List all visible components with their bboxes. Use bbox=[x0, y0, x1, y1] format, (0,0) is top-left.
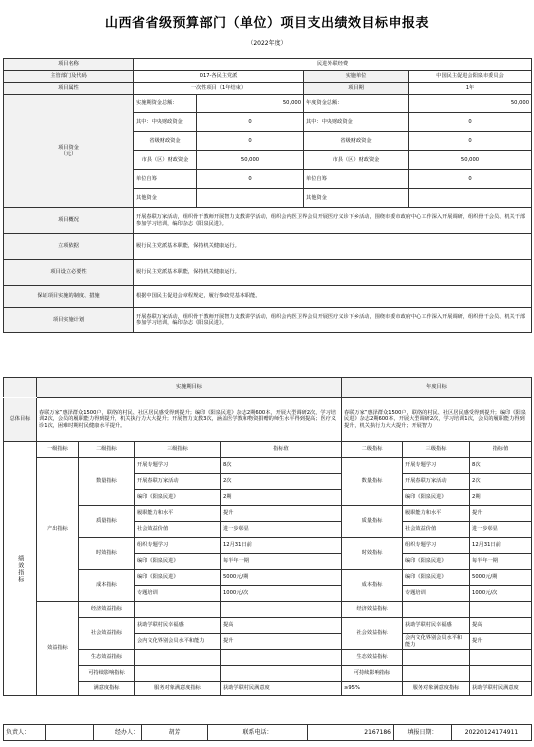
service-item: 获助学联村民满意度 bbox=[221, 682, 342, 696]
qty-indicator-label-year: 数量指标 bbox=[342, 458, 403, 506]
qty-item-3: 编印《阳泉民进》 bbox=[135, 490, 221, 506]
satisfaction-indicator-label: 满意度指标 bbox=[79, 682, 135, 696]
time-item-2: 编印《阳泉民进》 bbox=[135, 554, 221, 570]
funds-central-label: 其中：中央财政资金 bbox=[134, 113, 197, 132]
owner-label: 负责人： bbox=[4, 725, 46, 741]
qty-item-1-year: 开展专题学习 bbox=[403, 458, 470, 474]
date-label: 填报日期： bbox=[394, 725, 452, 741]
qty-item-3-year: 编印《阳泉民进》 bbox=[403, 490, 470, 506]
quality-value-2-year: 进一步彰显 bbox=[470, 522, 532, 538]
qty-item-1: 开展专题学习 bbox=[135, 458, 221, 474]
funds-impl-label: 实施期资金总额： bbox=[134, 95, 197, 113]
social-indicator-label: 社会效益指标 bbox=[79, 618, 135, 650]
eco-item bbox=[135, 650, 221, 666]
social-value-2-year: 提升 bbox=[470, 634, 532, 650]
handler-value: 胡芳 bbox=[142, 725, 208, 741]
qty-value-3-year: 2期 bbox=[470, 490, 532, 506]
social-value-1: 提高 bbox=[221, 618, 342, 634]
eco-value-year bbox=[470, 650, 532, 666]
time-value-1-year: 12月31日前 bbox=[470, 538, 532, 554]
eco-value bbox=[221, 650, 342, 666]
qty-value-2: 2次 bbox=[221, 474, 342, 490]
dept-label: 主管部门及代码 bbox=[4, 71, 134, 83]
funds-province-value: 0 bbox=[197, 132, 304, 151]
social-item-2-year: 会内文化界别会员水平和能力 bbox=[403, 634, 470, 650]
sustain-item bbox=[135, 666, 221, 682]
project-period-label: 项目期 bbox=[304, 83, 409, 95]
funds-central-value: 0 bbox=[197, 113, 304, 132]
necessity-label: 项目设立必要性 bbox=[4, 260, 134, 286]
service-item-year: 获助学联村民满意度 bbox=[470, 682, 532, 696]
funds-province-label-2: 省级财政资金 bbox=[304, 132, 409, 151]
overview-label: 项目概况 bbox=[4, 208, 134, 234]
social-item-2: 会内文化界别会员水平和能力 bbox=[135, 634, 221, 650]
impl-unit-label: 实施单位 bbox=[304, 71, 409, 83]
funds-self-label: 单位自筹 bbox=[134, 170, 197, 189]
overview-text: 开展春联万家活动，组织骨干教师开展智力支教讲学活动，组织会内医卫界会员开展医疗义诊下乡活动，围绕市委市政府中心工作深入开展调研，组织骨干会员、机关干部参加学习培训，编印杂志《阳泉民进》。 bbox=[134, 208, 532, 234]
econ-indicator-label-year: 经济效益指标 bbox=[342, 602, 403, 618]
dept-value: 017-各民主党派 bbox=[134, 71, 304, 83]
page-title: 山西省省级预算部门（单位）项目支出绩效目标申报表 bbox=[104, 16, 429, 31]
eco-indicator-label-year: 生态效益指标 bbox=[342, 650, 403, 666]
impl-goal-text: 春联万家”惠泽群众1500户，联络的村民、社区居民感受得到提升；编印《阳泉民进》杂志2期600本，开展大型调研2次，学习培训2次，会员的履职能力得到提升，机关执行力大大提升；开展智力支教3次，涵盖医学教和物资捐赠的师生水平得到提高；医疗义诊1次，困难时期村民健康水平提升。 bbox=[37, 398, 342, 442]
header-value-year: 指标值 bbox=[470, 442, 532, 458]
qty-value-3: 2期 bbox=[221, 490, 342, 506]
econ-value-year bbox=[470, 602, 532, 618]
cost-indicator-label: 成本指标 bbox=[79, 570, 135, 602]
sustain-indicator-label: 可持续影响指标 bbox=[79, 666, 135, 682]
handler-label: 经办人： bbox=[94, 725, 142, 741]
funds-impl-value: 50,000 bbox=[197, 95, 304, 113]
overall-goal-label: 总体目标 bbox=[4, 398, 37, 442]
funds-other-label-2: 其他资金 bbox=[304, 189, 409, 208]
measures-label: 保证项目实施的制度、措施 bbox=[4, 286, 134, 308]
funds-year-value: 50,000 bbox=[409, 95, 532, 113]
sustain-value-year bbox=[470, 666, 532, 682]
qty-value-1: 8次 bbox=[221, 458, 342, 474]
sustain-value bbox=[221, 666, 342, 682]
phone-label: 联系电话： bbox=[208, 725, 308, 741]
funds-other-value-2 bbox=[409, 189, 532, 208]
basis-text: 履行民主党派基本职能，保持机关健康运行。 bbox=[134, 234, 532, 260]
quality-item-1: 履职能力和水平 bbox=[135, 506, 221, 522]
time-indicator-label-year: 时效指标 bbox=[342, 538, 403, 570]
cost-value-1: 5000元/期 bbox=[221, 570, 342, 586]
perf-indicator-label bbox=[4, 442, 37, 696]
owner-value bbox=[46, 725, 94, 741]
output-indicator-label: 产出指标 bbox=[37, 458, 79, 602]
eco-item-year bbox=[403, 650, 470, 666]
qty-item-2: 开展春联万家活动 bbox=[135, 474, 221, 490]
time-item-1: 组织专题学习 bbox=[135, 538, 221, 554]
header-level3: 三级指标 bbox=[135, 442, 221, 458]
funds-city-value: 50,000 bbox=[197, 151, 304, 170]
social-value-1-year: 提高 bbox=[470, 618, 532, 634]
quality-value-2: 进一步彰显 bbox=[221, 522, 342, 538]
funds-city-label-2: 市县（区）财政资金 bbox=[304, 151, 409, 170]
project-attr-label: 项目属性 bbox=[4, 83, 134, 95]
funds-central-label-2: 其中：中央财政资金 bbox=[304, 113, 409, 132]
funds-city-value-2: 50,000 bbox=[409, 151, 532, 170]
effect-indicator-label: 效益指标 bbox=[37, 602, 79, 696]
quality-indicator-label-year: 质量指标 bbox=[342, 506, 403, 538]
funds-self-value: 0 bbox=[197, 170, 304, 189]
header-level2: 二级指标 bbox=[79, 442, 135, 458]
quality-item-1-year: 履职能力和水平 bbox=[403, 506, 470, 522]
impl-goal-title: 实施期目标 bbox=[37, 378, 342, 398]
cost-item-1: 编印《阳泉民进》 bbox=[135, 570, 221, 586]
year-goal-title: 年度目标 bbox=[342, 378, 532, 398]
time-item-2-year: 编印《阳泉民进》 bbox=[403, 554, 470, 570]
quality-indicator-label: 质量指标 bbox=[79, 506, 135, 538]
header-value: 指标值 bbox=[221, 442, 342, 458]
econ-value bbox=[221, 602, 342, 618]
date-value: 20220124174911 bbox=[452, 725, 532, 741]
impl-unit-value: 中国民主促进会阳泉市委员会 bbox=[409, 71, 532, 83]
econ-item-year bbox=[403, 602, 470, 618]
econ-indicator-label: 经济效益指标 bbox=[79, 602, 135, 618]
footer-table bbox=[3, 724, 532, 741]
sustain-item-year bbox=[403, 666, 470, 682]
social-item-1: 获助学联村民幸福感 bbox=[135, 618, 221, 634]
project-attr-value: 一次性项目（1年结束） bbox=[134, 83, 304, 95]
basic-info-table bbox=[3, 58, 532, 333]
plan-label: 项目实施计划 bbox=[4, 308, 134, 333]
perf-indicator-text: 绩效指标 bbox=[16, 554, 24, 583]
funds-province-label: 省级财政资金 bbox=[134, 132, 197, 151]
qty-item-2-year: 开展春联万家活动 bbox=[403, 474, 470, 490]
time-value-2-year: 每半年一期 bbox=[470, 554, 532, 570]
social-item-1-year: 获助学联村民幸福感 bbox=[403, 618, 470, 634]
funds-label: 项目资金 （元） bbox=[4, 95, 134, 208]
funds-city-label: 市县（区）财政资金 bbox=[134, 151, 197, 170]
quality-item-2: 社会效益价值 bbox=[135, 522, 221, 538]
cost-item-2-year: 专题培训 bbox=[403, 586, 470, 602]
header-level3-year: 三级指标 bbox=[403, 442, 470, 458]
econ-item bbox=[135, 602, 221, 618]
sustain-indicator-label-year: 可持续影响指标 bbox=[342, 666, 403, 682]
cost-indicator-label-year: 成本指标 bbox=[342, 570, 403, 602]
social-value-2: 提升 bbox=[221, 634, 342, 650]
project-period-value: 1年 bbox=[409, 83, 532, 95]
quality-item-2-year: 社会效益价值 bbox=[403, 522, 470, 538]
time-value-2: 每半年一期 bbox=[221, 554, 342, 570]
time-value-1: 12月31日前 bbox=[221, 538, 342, 554]
social-indicator-label-year: 社会效益指标 bbox=[342, 618, 403, 650]
basis-label: 立项依据 bbox=[4, 234, 134, 260]
necessity-text: 履行民主党派基本职能，保持机关健康运行。 bbox=[134, 260, 532, 286]
funds-other-value bbox=[197, 189, 304, 208]
funds-self-label-2: 单位自筹 bbox=[304, 170, 409, 189]
funds-other-label: 其他资金 bbox=[134, 189, 197, 208]
phone-value: 2167186 bbox=[308, 725, 394, 741]
report-year: （2022年度） bbox=[247, 40, 287, 47]
year-goal-text: 春联万家”惠泽群众1500户，联络的村民、社区居民感受得到提升；编印《阳泉民进》杂志2期600本，开展大型调研2次，学习培训1次，会员的履职能力得到提升，机关执行力大大提升；开展智力 bbox=[342, 398, 532, 442]
measures-text: 根据中国民主促进会章程规定，履行参政党基本职能。 bbox=[134, 286, 532, 308]
qty-indicator-label: 数量指标 bbox=[79, 458, 135, 506]
funds-self-value-2: 0 bbox=[409, 170, 532, 189]
cost-value-2: 1000元/次 bbox=[221, 586, 342, 602]
plan-text: 开展春联万家活动，组织骨干教师开展智力支教讲学活动，组织会内医卫界会员开展医疗义诊下乡活动，围绕市委市政府中心工作深入开展调研，组织骨干会员、机关干部参加学习培训，编印杂志《阳泉民进》。 bbox=[134, 308, 532, 333]
header-level2-year: 二级指标 bbox=[342, 442, 403, 458]
project-name: 民进外联经费 bbox=[134, 59, 532, 71]
quality-value-1: 提升 bbox=[221, 506, 342, 522]
time-indicator-label: 时效指标 bbox=[79, 538, 135, 570]
funds-central-value-2: 0 bbox=[409, 113, 532, 132]
service-indicator-label: 服务对象满意度指标 bbox=[135, 682, 221, 696]
performance-table bbox=[3, 377, 532, 696]
qty-value-1-year: 8次 bbox=[470, 458, 532, 474]
eco-indicator-label: 生态效益指标 bbox=[79, 650, 135, 666]
funds-province-value-2: 0 bbox=[409, 132, 532, 151]
cost-value-2-year: 1000元/次 bbox=[470, 586, 532, 602]
time-item-1-year: 组织专题学习 bbox=[403, 538, 470, 554]
qty-value-2-year: 2次 bbox=[470, 474, 532, 490]
service-value: ≥95% bbox=[342, 682, 403, 696]
cost-value-1-year: 5000元/期 bbox=[470, 570, 532, 586]
funds-year-label: 年度资金总额： bbox=[304, 95, 409, 113]
service-indicator-label-year: 服务对象满意度指标 bbox=[403, 682, 470, 696]
project-name-label: 项目名称 bbox=[4, 59, 134, 71]
quality-value-1-year: 提升 bbox=[470, 506, 532, 522]
header-level1: 一级指标 bbox=[37, 442, 79, 458]
cost-item-2: 专题培训 bbox=[135, 586, 221, 602]
cost-item-1-year: 编印《阳泉民进》 bbox=[403, 570, 470, 586]
